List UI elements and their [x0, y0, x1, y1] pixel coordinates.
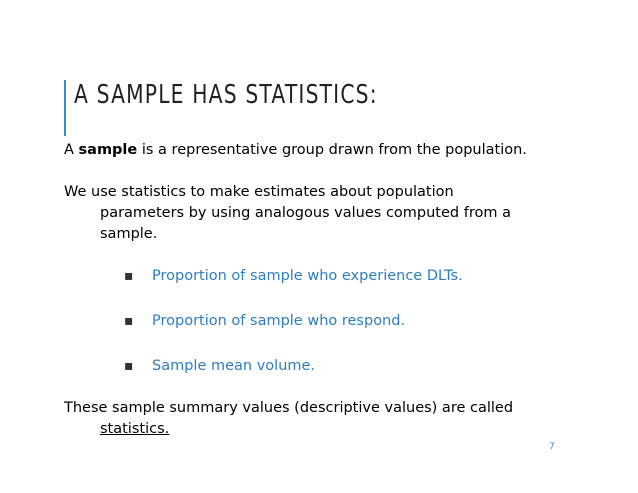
slide-title: A SAMPLE HAS STATISTICS: — [74, 80, 378, 110]
bullet-item — [64, 356, 534, 377]
bullet-text: Sample mean volume. — [152, 358, 316, 374]
square-bullet-icon: ▪ — [124, 358, 134, 374]
paragraph-prefix: A — [64, 142, 79, 158]
bullet-text: Proportion of sample who respond. — [152, 313, 406, 329]
paragraph-sample-definition — [64, 140, 534, 161]
bullet-item — [64, 266, 534, 287]
spacer — [64, 245, 534, 266]
square-bullet-icon: ▪ — [124, 313, 134, 329]
square-bullet-icon: ▪ — [124, 268, 134, 284]
page-number: 7 — [549, 442, 555, 452]
slide-body — [64, 140, 534, 440]
underlined-term-statistics: statistics. — [100, 421, 170, 437]
paragraph-summary — [64, 398, 534, 440]
spacer — [64, 161, 534, 182]
paragraph-summary-text: These sample summary values (descriptive values) are called — [64, 400, 514, 416]
bullet-text: Proportion of sample who experience DLTs. — [152, 268, 463, 284]
bold-term-sample: sample — [78, 142, 138, 158]
bullet-item — [64, 311, 534, 332]
title-accent-bar — [64, 80, 66, 136]
bullet-list — [64, 266, 534, 377]
paragraph-rest: is a representative group drawn from the population. — [137, 142, 527, 158]
paragraph-statistics-use: We use statistics to make estimates about population parameters by using analogous values computed from a sample. — [64, 184, 511, 242]
